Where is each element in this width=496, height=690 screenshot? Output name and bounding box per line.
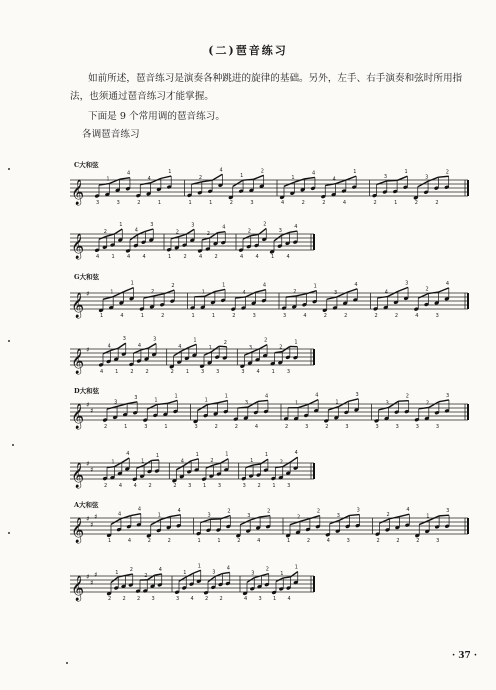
svg-text:1: 1 (106, 176, 110, 183)
svg-text:1: 1 (271, 254, 275, 260)
svg-text:1: 1 (174, 393, 178, 400)
svg-text:1: 1 (335, 399, 339, 406)
svg-text:4: 4 (134, 227, 138, 234)
svg-text:4: 4 (294, 450, 298, 457)
svg-text:3: 3 (395, 424, 399, 430)
svg-text:4: 4 (242, 289, 246, 296)
svg-text:4: 4 (127, 538, 132, 544)
svg-text:1: 1 (222, 282, 226, 289)
svg-text:1: 1 (294, 564, 298, 571)
svg-text:3: 3 (150, 222, 154, 229)
svg-text:1: 1 (209, 200, 213, 206)
svg-text:4: 4 (137, 342, 142, 349)
svg-text:2: 2 (147, 538, 151, 544)
svg-text:4: 4 (262, 282, 266, 289)
svg-text:♯: ♯ (86, 573, 90, 581)
svg-text:3: 3 (151, 596, 155, 602)
svg-text:1: 1 (204, 397, 208, 404)
svg-text:1: 1 (155, 453, 160, 460)
svg-text:4: 4 (100, 369, 104, 375)
svg-text:2: 2 (374, 313, 378, 319)
svg-text:1: 1 (313, 283, 317, 290)
svg-text:4: 4 (226, 565, 230, 572)
svg-text:♯: ♯ (86, 460, 90, 468)
svg-text:1: 1 (197, 538, 201, 544)
svg-text:4: 4 (311, 170, 316, 177)
svg-text:2: 2 (229, 200, 233, 206)
svg-text:4: 4 (294, 224, 298, 231)
svg-text:3: 3 (250, 200, 254, 206)
svg-text:4: 4 (406, 507, 410, 514)
staff-d-major-line-2 (0, 450, 496, 489)
svg-text:4: 4 (180, 458, 184, 465)
svg-text:1: 1 (164, 424, 168, 430)
svg-text:3: 3 (375, 424, 379, 430)
svg-text:4: 4 (190, 596, 194, 602)
svg-text:4: 4 (107, 343, 111, 350)
svg-text:1: 1 (353, 169, 357, 176)
scan-speck (66, 662, 68, 664)
svg-text:1: 1 (394, 200, 398, 206)
svg-text:1: 1 (272, 483, 276, 489)
svg-text:2: 2 (296, 514, 301, 521)
svg-text:1: 1 (193, 337, 197, 344)
svg-text:1: 1 (294, 339, 298, 346)
svg-text:2: 2 (386, 511, 390, 518)
staff-g-major-line-2 (0, 336, 496, 375)
svg-text:4: 4 (120, 313, 124, 319)
svg-text:2: 2 (322, 200, 326, 206)
key-label-g-major: G大和弦 (74, 273, 100, 281)
svg-text:3: 3 (191, 222, 195, 229)
svg-text:2: 2 (144, 572, 148, 579)
svg-text:3: 3 (188, 483, 192, 489)
svg-text:3: 3 (415, 424, 419, 430)
svg-text:3: 3 (251, 570, 255, 577)
svg-text:2: 2 (173, 483, 177, 489)
svg-text:4: 4 (415, 313, 419, 319)
svg-text:♯: ♯ (86, 401, 90, 409)
svg-text:1: 1 (100, 313, 104, 319)
svg-text:2: 2 (279, 459, 283, 466)
svg-text:2: 2 (405, 393, 409, 400)
svg-text:4: 4 (240, 254, 244, 260)
svg-text:2: 2 (104, 424, 108, 430)
svg-text:2: 2 (445, 169, 449, 176)
svg-text:4: 4 (177, 507, 181, 514)
svg-text:1: 1 (108, 538, 112, 544)
svg-text:2: 2 (206, 230, 210, 237)
svg-text:2: 2 (150, 288, 155, 295)
svg-text:3: 3 (355, 391, 359, 398)
svg-text:4: 4 (96, 254, 100, 260)
svg-text:2: 2 (108, 596, 112, 602)
svg-text:3: 3 (283, 313, 287, 319)
svg-text:1: 1 (168, 169, 172, 176)
key-label-d-major: D大和弦 (74, 387, 100, 395)
svg-text:4: 4 (342, 200, 347, 206)
svg-text:𝄞: 𝄞 (71, 293, 85, 318)
svg-text:3: 3 (194, 424, 198, 430)
svg-text:1: 1 (124, 424, 128, 430)
svg-text:2: 2 (257, 483, 261, 489)
svg-text:2: 2 (279, 344, 283, 351)
svg-text:1: 1 (111, 459, 115, 466)
svg-text:2: 2 (416, 538, 420, 544)
svg-text:3: 3 (134, 394, 138, 401)
svg-text:𝄞: 𝄞 (71, 518, 85, 543)
svg-text:1: 1 (119, 222, 123, 229)
svg-text:1: 1 (225, 451, 229, 458)
svg-text:4: 4 (137, 506, 141, 513)
svg-text:3: 3 (435, 424, 440, 430)
svg-text:3: 3 (212, 569, 216, 576)
svg-text:4: 4 (286, 254, 290, 260)
svg-text:1: 1 (183, 569, 187, 576)
svg-text:2: 2 (137, 596, 141, 602)
exercise-subtitle: 各调琶音练习 (82, 129, 140, 140)
svg-text:♯: ♯ (86, 515, 90, 523)
svg-text:3: 3 (445, 392, 450, 399)
svg-text:4: 4 (354, 281, 358, 288)
svg-text:4: 4 (178, 344, 182, 351)
svg-text:2: 2 (210, 458, 214, 465)
svg-text:1: 1 (295, 400, 299, 407)
svg-text:1: 1 (211, 313, 216, 319)
svg-text:2: 2 (316, 508, 320, 515)
svg-text:4: 4 (244, 596, 248, 602)
svg-text:3: 3 (385, 400, 389, 407)
svg-text:𝄞: 𝄞 (71, 180, 85, 205)
svg-text:2: 2 (129, 566, 133, 573)
svg-text:2: 2 (227, 508, 231, 515)
svg-text:2: 2 (263, 221, 267, 228)
key-label-c-major: C大和弦 (74, 161, 99, 169)
svg-text:3: 3 (242, 483, 246, 489)
svg-text:4: 4 (303, 313, 307, 319)
svg-text:2: 2 (237, 538, 241, 544)
svg-text:4: 4 (117, 511, 122, 518)
svg-text:𝄞: 𝄞 (71, 576, 85, 601)
svg-text:1: 1 (115, 569, 119, 576)
svg-text:2: 2 (394, 313, 399, 319)
svg-text:3: 3 (248, 345, 253, 352)
svg-text:1: 1 (264, 452, 269, 459)
svg-text:♯: ♯ (86, 346, 90, 354)
svg-text:3: 3 (286, 369, 291, 375)
svg-text:3: 3 (345, 424, 349, 430)
svg-text:♯: ♯ (86, 290, 90, 298)
svg-text:4: 4 (287, 596, 291, 602)
svg-text:♯: ♯ (90, 466, 94, 474)
svg-text:4: 4 (126, 450, 130, 457)
svg-text:2: 2 (265, 566, 269, 573)
svg-text:3: 3 (383, 173, 387, 180)
svg-text:3: 3 (252, 313, 256, 319)
svg-text:♯: ♯ (94, 513, 98, 521)
svg-text:𝄞: 𝄞 (71, 463, 85, 488)
svg-text:4: 4 (255, 254, 259, 260)
svg-text:2: 2 (175, 229, 179, 236)
svg-text:3: 3 (425, 174, 429, 181)
svg-text:1: 1 (195, 451, 199, 458)
svg-text:4: 4 (133, 483, 137, 489)
svg-text:2: 2 (396, 538, 400, 544)
svg-text:1: 1 (154, 397, 158, 404)
scan-speck (12, 444, 14, 446)
svg-text:2: 2 (122, 596, 126, 602)
svg-text:3: 3 (216, 369, 220, 375)
svg-text:1: 1 (217, 538, 221, 544)
svg-text:2: 2 (301, 200, 305, 206)
svg-text:2: 2 (293, 288, 297, 295)
svg-text:4: 4 (326, 538, 330, 544)
svg-text:1: 1 (140, 313, 144, 319)
page-number: · 37 · (452, 651, 478, 661)
staff-c-major-line-1 (0, 167, 496, 206)
svg-text:3: 3 (258, 596, 262, 602)
svg-text:1: 1 (110, 289, 114, 296)
svg-text:3: 3 (333, 289, 338, 296)
svg-text:3: 3 (116, 200, 120, 206)
svg-text:1: 1 (426, 513, 430, 520)
svg-text:2: 2 (205, 596, 209, 602)
svg-text:1: 1 (188, 200, 192, 206)
svg-text:3: 3 (207, 512, 211, 519)
svg-text:2: 2 (264, 337, 268, 344)
svg-text:4: 4 (158, 566, 162, 573)
svg-text:2: 2 (148, 483, 152, 489)
svg-text:3: 3 (356, 507, 360, 514)
svg-text:4: 4 (315, 392, 319, 399)
svg-text:1: 1 (157, 512, 161, 519)
svg-text:1: 1 (111, 254, 115, 260)
svg-text:1: 1 (203, 483, 207, 489)
svg-text:3: 3 (278, 228, 282, 235)
svg-text:3: 3 (247, 513, 251, 520)
svg-text:2: 2 (214, 424, 218, 430)
svg-text:4: 4 (219, 167, 223, 174)
svg-text:3: 3 (287, 483, 291, 489)
staff-a-major-line-2 (0, 563, 496, 602)
svg-text:3: 3 (241, 369, 245, 375)
svg-text:2: 2 (344, 313, 348, 319)
svg-text:4: 4 (118, 483, 123, 489)
svg-text:4: 4 (257, 538, 261, 544)
svg-text:4: 4 (199, 254, 203, 260)
svg-text:2: 2 (323, 313, 327, 319)
svg-text:1: 1 (287, 538, 291, 544)
svg-text:3: 3 (176, 596, 180, 602)
svg-text:4: 4 (264, 393, 269, 400)
staff-g-major-line-1 (0, 280, 496, 319)
svg-text:4: 4 (126, 170, 131, 177)
svg-text:2: 2 (223, 339, 227, 346)
svg-text:1: 1 (280, 570, 284, 577)
svg-text:2: 2 (373, 200, 377, 206)
svg-text:3: 3 (346, 538, 350, 544)
svg-text:4: 4 (127, 254, 131, 260)
section-heading: (二)琶音练习 (208, 44, 288, 57)
svg-text:2: 2 (232, 313, 236, 319)
svg-text:3: 3 (217, 483, 222, 489)
scan-speck (8, 168, 10, 170)
svg-text:1: 1 (208, 344, 212, 351)
svg-text:3: 3 (144, 424, 148, 430)
staff-a-major-line-1 (0, 506, 496, 544)
svg-text:𝄞: 𝄞 (71, 234, 85, 259)
svg-text:♯: ♯ (90, 579, 94, 587)
svg-text:3: 3 (114, 399, 118, 406)
svg-text:1: 1 (115, 369, 119, 375)
svg-text:♯: ♯ (94, 571, 98, 579)
svg-text:2: 2 (183, 254, 187, 260)
svg-text:𝄞: 𝄞 (71, 404, 85, 429)
svg-text:3: 3 (244, 400, 248, 407)
svg-text:4: 4 (384, 289, 388, 296)
svg-text:3: 3 (153, 336, 157, 343)
svg-text:2: 2 (376, 538, 380, 544)
svg-text:4: 4 (142, 254, 146, 260)
svg-text:1: 1 (273, 596, 277, 602)
exercise-note: 下面是 9 个常用调的琶音练习。 (88, 111, 225, 122)
svg-text:2: 2 (167, 538, 171, 544)
svg-text:1: 1 (240, 173, 244, 180)
svg-text:4: 4 (254, 424, 259, 430)
svg-text:2: 2 (267, 508, 271, 515)
key-label-a-major: A大和弦 (74, 501, 99, 509)
svg-text:1: 1 (157, 200, 162, 206)
svg-text:4: 4 (256, 369, 260, 375)
svg-text:4: 4 (222, 224, 226, 231)
svg-text:1: 1 (271, 369, 275, 375)
svg-text:2: 2 (260, 168, 264, 175)
svg-text:2: 2 (234, 424, 238, 430)
svg-text:2: 2 (219, 596, 223, 602)
svg-text:1: 1 (130, 280, 134, 287)
svg-text:1: 1 (201, 289, 205, 296)
svg-text:2: 2 (103, 229, 107, 236)
svg-text:1: 1 (404, 169, 408, 176)
svg-text:2: 2 (171, 283, 175, 290)
svg-text:1: 1 (168, 254, 172, 260)
svg-text:1: 1 (197, 563, 201, 570)
svg-text:1: 1 (185, 369, 190, 375)
svg-text:3: 3 (405, 280, 409, 287)
svg-text:♯: ♯ (90, 407, 94, 415)
svg-text:1: 1 (224, 393, 228, 400)
svg-text:1: 1 (141, 458, 145, 465)
svg-text:2: 2 (214, 254, 218, 260)
svg-text:4: 4 (281, 200, 285, 206)
svg-text:2: 2 (198, 174, 202, 181)
svg-text:2: 2 (130, 369, 134, 375)
svg-text:2: 2 (161, 313, 165, 319)
scan-speck (8, 532, 10, 534)
svg-text:3: 3 (436, 538, 440, 544)
intro-paragraph: 如前所述，琶音练习是演奏各种跳进的旋律的基础。另外，左手、右手演奏和弦时所用指法，也须通过琶音练习才能掌握。 (70, 73, 463, 102)
svg-text:4: 4 (445, 280, 449, 287)
svg-text:♯: ♯ (90, 521, 94, 529)
svg-text:1: 1 (191, 313, 195, 319)
svg-text:2: 2 (435, 200, 439, 206)
svg-text:2: 2 (145, 369, 149, 375)
svg-text:2: 2 (325, 424, 329, 430)
svg-text:1: 1 (250, 458, 254, 465)
svg-text:2: 2 (425, 286, 429, 293)
svg-text:𝄞: 𝄞 (71, 349, 85, 374)
svg-text:4: 4 (147, 175, 151, 182)
svg-text:2: 2 (170, 369, 174, 375)
svg-text:2: 2 (137, 200, 141, 206)
svg-text:3: 3 (435, 313, 439, 319)
svg-text:4: 4 (332, 176, 336, 183)
svg-text:3: 3 (122, 336, 126, 343)
svg-text:3: 3 (305, 424, 309, 430)
svg-text:3: 3 (446, 508, 450, 515)
svg-text:2: 2 (306, 538, 311, 544)
staff-c-major-line-2 (0, 221, 496, 260)
svg-text:3: 3 (201, 369, 205, 375)
svg-text:2: 2 (414, 200, 418, 206)
svg-text:2: 2 (425, 400, 429, 407)
svg-text:1: 1 (291, 175, 295, 182)
svg-text:3: 3 (336, 513, 340, 520)
svg-text:2: 2 (247, 228, 251, 235)
svg-text:2: 2 (104, 483, 108, 489)
svg-text:2: 2 (285, 424, 289, 430)
svg-text:3: 3 (96, 200, 100, 206)
scan-speck (8, 340, 10, 342)
